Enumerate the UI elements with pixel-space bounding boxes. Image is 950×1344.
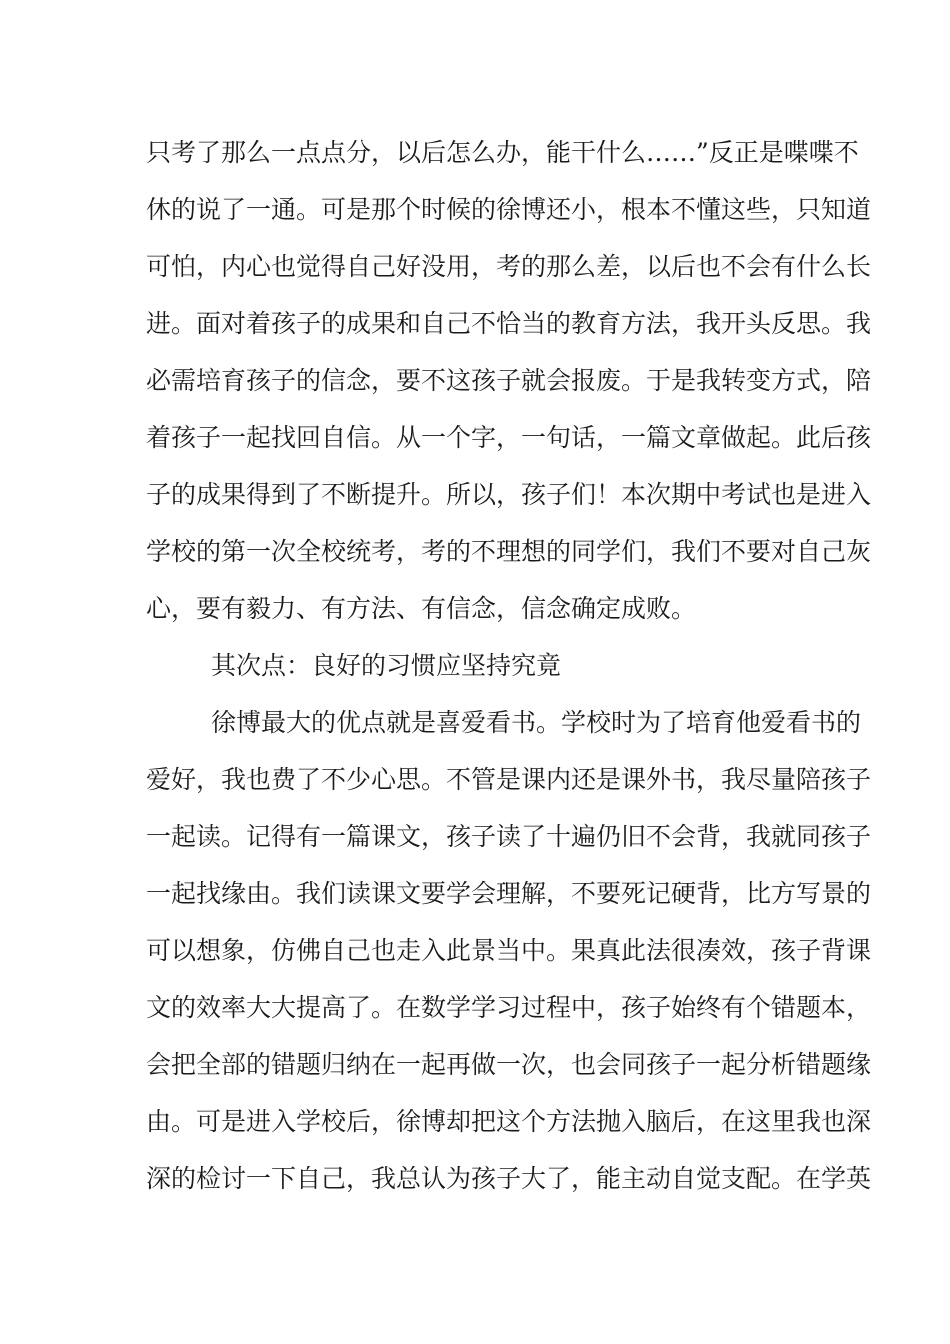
paragraph-line: 只考了那么一点点分，以后怎么办，能干什么……”反正是喋喋不 (146, 138, 859, 167)
paragraph-line: 着孩子一起找回自信。从一个字，一句话，一篇文章做起。此后孩 (146, 423, 872, 452)
paragraph-line: 子的成果得到了不断提升。所以，孩子们！本次期中考试也是进入 (146, 480, 872, 509)
paragraph-line: 学校的第一次全校统考，考的不理想的同学们，我们不要对自己灰 (146, 537, 872, 566)
paragraph-line: 一起读。记得有一篇课文，孩子读了十遍仍旧不会背，我就同孩子 (146, 822, 872, 851)
paragraph-line: 爱好，我也费了不少心思。不管是课内还是课外书，我尽量陪孩子 (146, 765, 872, 794)
paragraph-line: 徐博最大的优点就是喜爱看书。学校时为了培育他爱看书的 (211, 708, 862, 737)
paragraph-line: 会把全部的错题归纳在一起再做一次，也会同孩子一起分析错题缘 (146, 1050, 872, 1079)
paragraph-line: 可以想象，仿佛自己也走入此景当中。果真此法很凑效，孩子背课 (146, 936, 872, 965)
paragraph-line: 必需培育孩子的信念，要不这孩子就会报废。于是我转变方式，陪 (146, 366, 872, 395)
paragraph-line: 可怕，内心也觉得自己好没用，考的那么差，以后也不会有什么长 (146, 252, 872, 281)
paragraph-line: 深的检讨一下自己，我总认为孩子大了，能主动自觉支配。在学英 (146, 1164, 872, 1193)
section-heading: 其次点：良好的习惯应坚持究竟 (211, 651, 562, 680)
paragraph-line: 休的说了一通。可是那个时候的徐博还小，根本不懂这些，只知道 (146, 195, 872, 224)
paragraph-line: 一起找缘由。我们读课文要学会理解，不要死记硬背，比方写景的 (146, 879, 872, 908)
paragraph-line: 文的效率大大提高了。在数学学习过程中，孩子始终有个错题本， (146, 993, 872, 1022)
paragraph-line: 由。可是进入学校后，徐博却把这个方法抛入脑后，在这里我也深 (146, 1107, 872, 1136)
paragraph-line: 进。面对着孩子的成果和自己不恰当的教育方法，我开头反思。我 (146, 309, 872, 338)
paragraph-line: 心，要有毅力、有方法、有信念，信念确定成败。 (146, 594, 697, 623)
